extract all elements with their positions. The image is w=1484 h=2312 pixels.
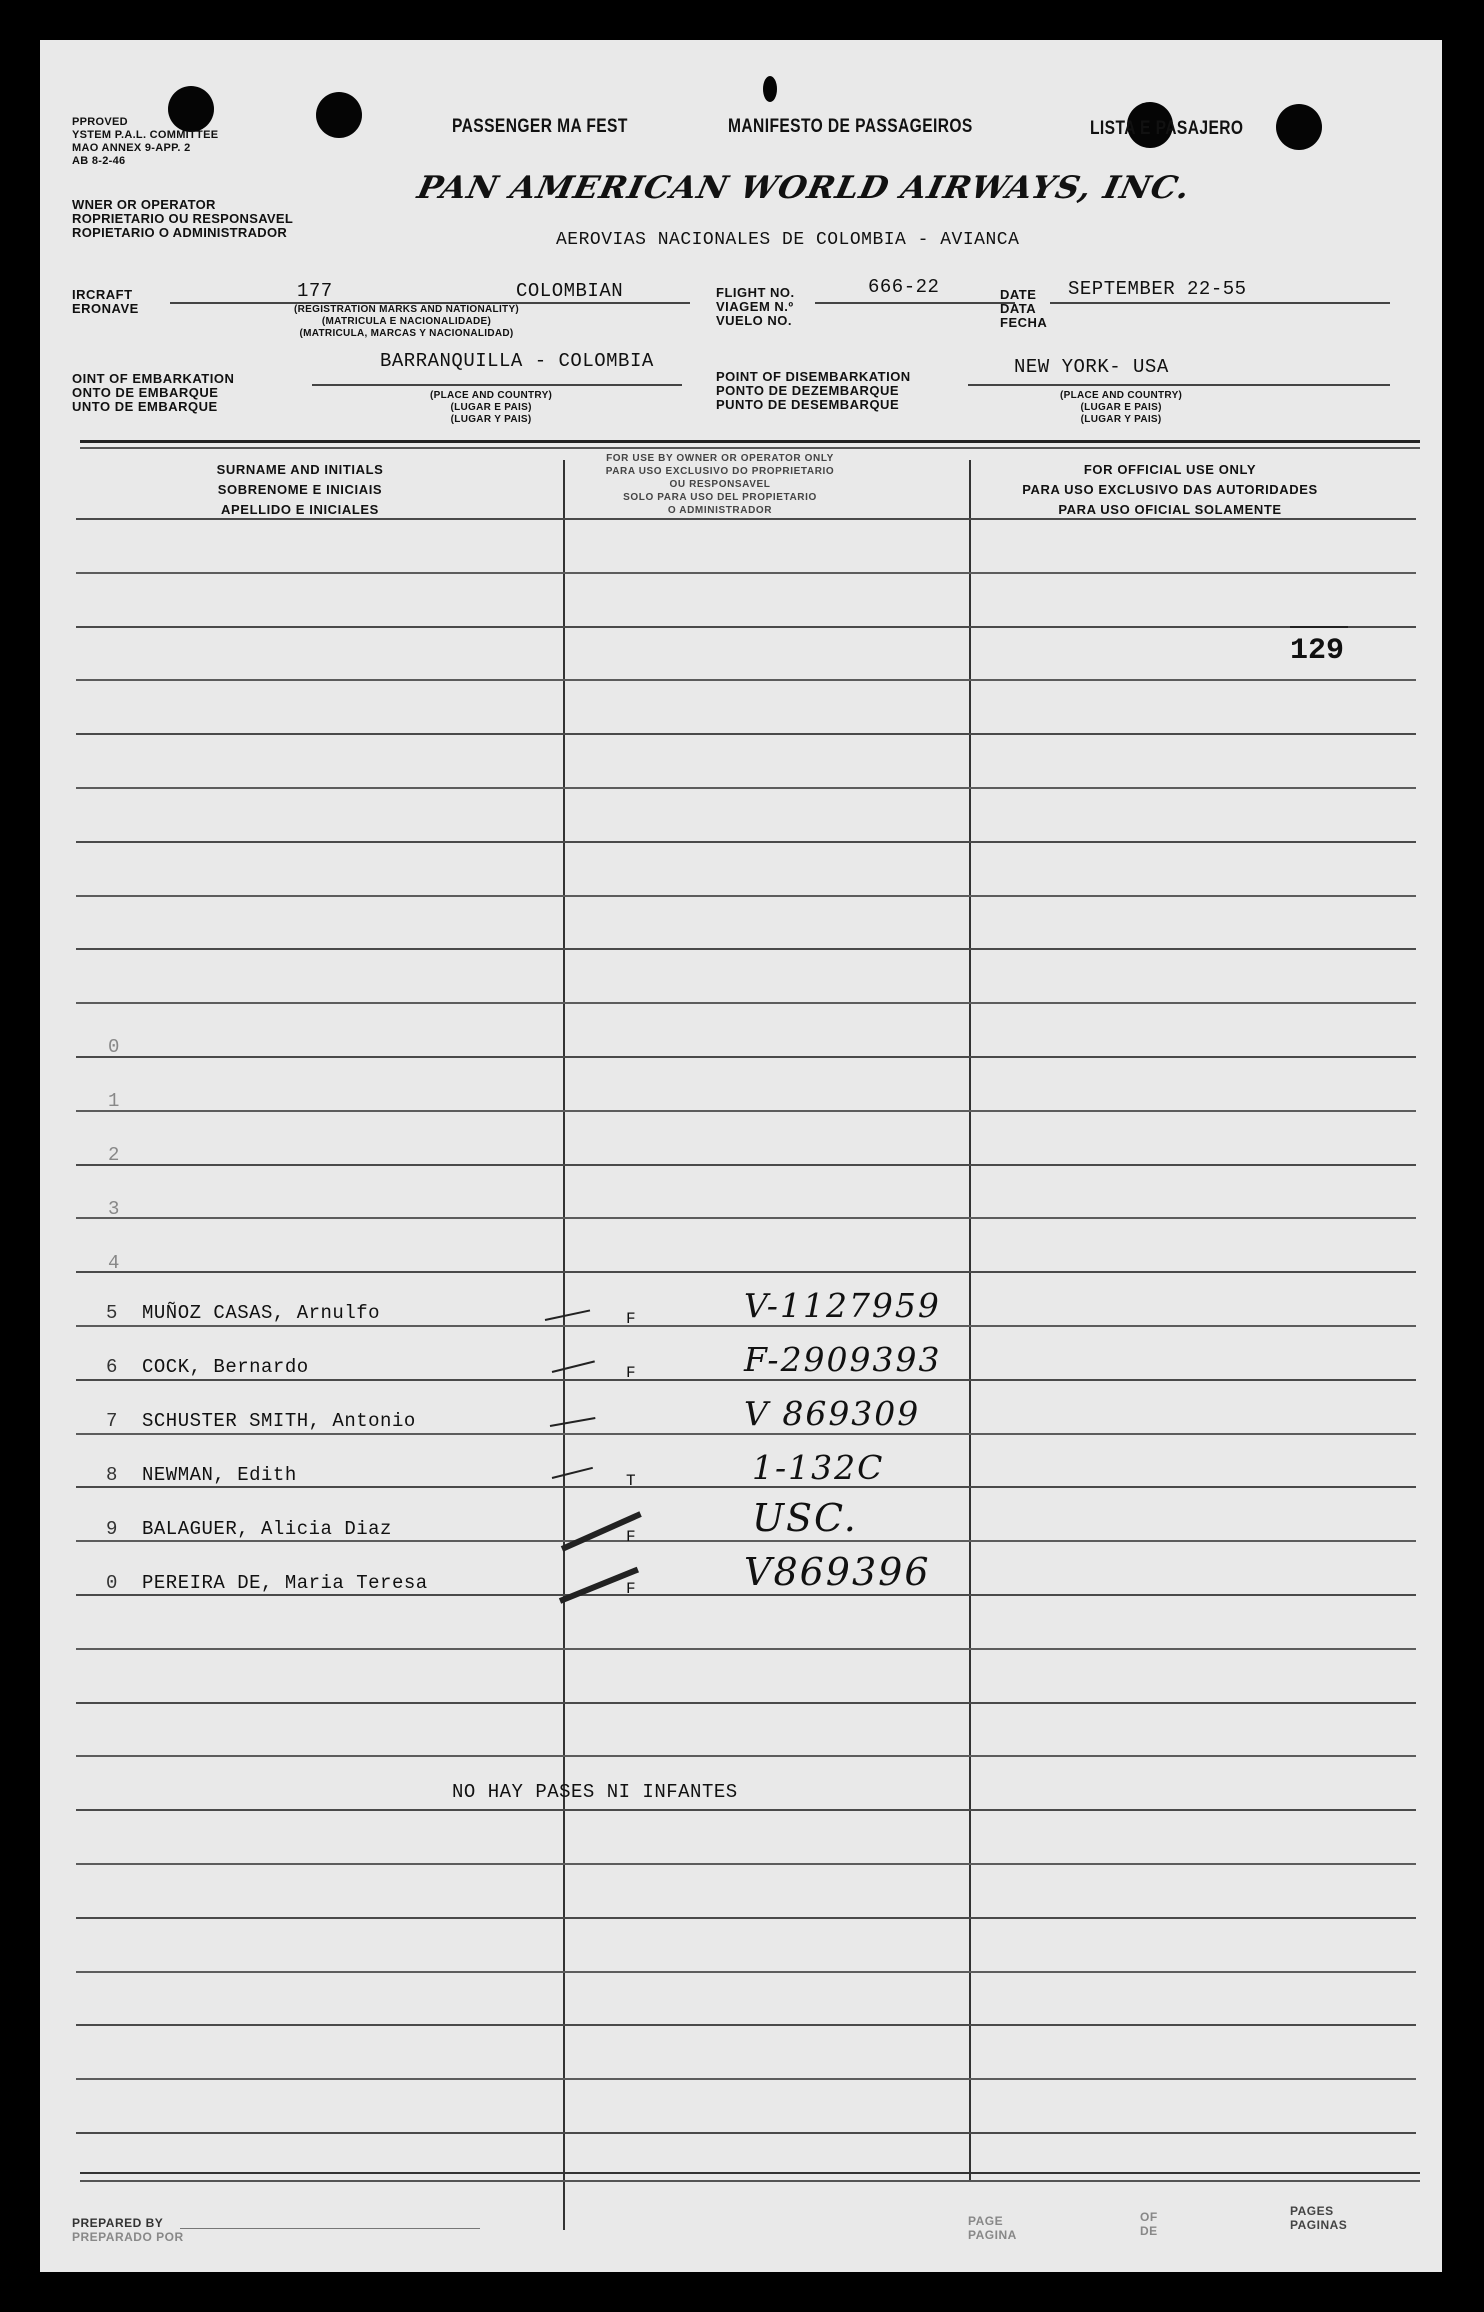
operator-name: PAN AMERICAN WORLD AIRWAYS, INC. — [414, 170, 1194, 206]
passenger-document: V 869309 — [744, 1394, 921, 1433]
row-rule — [76, 1056, 1416, 1058]
row-rule — [76, 1217, 1416, 1219]
prepared-by-label: PREPARED BY PREPARADO POR — [72, 2216, 184, 2244]
date-value: SEPTEMBER 22-55 — [1068, 278, 1247, 300]
flight-label: FLIGHT NO. VIAGEM N.º VUELO NO. — [716, 285, 795, 328]
row-rule — [76, 1164, 1416, 1166]
row-rule — [76, 2078, 1416, 2080]
row-rule — [76, 572, 1416, 574]
column-header-surname: SURNAME AND INITIALS SOBRENOME E INICIAIS APELLIDO E INICIALES — [216, 462, 384, 517]
row-number: 1 — [108, 1090, 120, 1112]
row-rule — [76, 1648, 1416, 1650]
embarkation-underline — [312, 384, 682, 386]
row-rule — [76, 1594, 1416, 1596]
header-rule — [80, 440, 1420, 443]
footer-rule — [80, 2172, 1420, 2174]
aircraft-number: 177 — [297, 280, 333, 302]
row-rule — [76, 1863, 1416, 1865]
passenger-code: T — [626, 1472, 637, 1490]
page-stamp: 129 — [1290, 626, 1348, 668]
title-portuguese: MANIFESTO DE PASSAGEIROS — [728, 116, 973, 137]
punch-hole — [763, 76, 777, 102]
passenger-name: PEREIRA DE, Maria Teresa — [142, 1572, 428, 1594]
row-number: 3 — [108, 1198, 120, 1220]
row-rule — [76, 1971, 1416, 1973]
column-header-official: FOR OFFICIAL USE ONLY PARA USO EXCLUSIVO DAS AUTORIDADES PARA USO OFICIAL SOLAMENTE — [1022, 462, 1318, 517]
row-rule — [76, 1540, 1416, 1542]
passenger-code: F — [626, 1364, 637, 1382]
row-rule — [76, 1325, 1416, 1327]
prepared-by-underline — [180, 2228, 480, 2229]
passenger-document: USC. — [752, 1496, 858, 1540]
aircraft-label: IRCRAFT ERONAVE — [72, 287, 139, 316]
check-mark — [552, 1467, 593, 1479]
disembarkation-label: POINT OF DISEMBARKATION PONTO DE DEZEMBARQUE PUNTO DE DESEMBARQUE — [716, 369, 911, 412]
passenger-code: F — [626, 1310, 637, 1328]
check-mark — [550, 1417, 596, 1427]
row-rule — [76, 518, 1416, 520]
date-label: DATE DATA FECHA — [1000, 287, 1048, 330]
row-rule — [76, 733, 1416, 735]
row-number: 0 — [106, 1572, 118, 1594]
row-number: 8 — [106, 1464, 118, 1486]
check-mark — [545, 1309, 590, 1321]
title-english: PASSENGER MA FEST — [452, 116, 628, 137]
row-number: 2 — [108, 1144, 120, 1166]
column-header-owner: FOR USE BY OWNER OR OPERATOR ONLY PARA USO EXCLUSIVO DO PROPRIETARIO OU RESPONSAVEL SOLO PARA USO DEL PROPIETARIO O ADMINISTRADOR — [605, 453, 835, 516]
passenger-code: F — [626, 1580, 637, 1598]
column-divider — [969, 460, 971, 2180]
row-rule — [76, 1002, 1416, 1004]
passenger-document: V-1127959 — [744, 1286, 941, 1325]
embarkation-place-labels: (PLACE AND COUNTRY) (LUGAR E PAIS) (LUGAR Y PAIS) — [430, 390, 553, 425]
embarkation-value: BARRANQUILLA - COLOMBIA — [380, 350, 654, 372]
passenger-name: NEWMAN, Edith — [142, 1464, 297, 1486]
disembarkation-value: NEW YORK- USA — [1014, 356, 1169, 378]
flight-underline — [815, 302, 1015, 304]
row-rule — [76, 1917, 1416, 1919]
row-rule — [76, 1702, 1416, 1704]
row-number: 5 — [106, 1302, 118, 1324]
remark-note: NO HAY PASES NI INFANTES — [452, 1781, 738, 1803]
row-number: 0 — [108, 1036, 120, 1058]
row-number: 7 — [106, 1410, 118, 1432]
row-number: 9 — [106, 1518, 118, 1540]
column-divider — [563, 460, 565, 2230]
operator-subname: AEROVIAS NACIONALES DE COLOMBIA - AVIANCA — [556, 230, 1020, 250]
row-rule — [76, 1110, 1416, 1112]
row-rule — [76, 626, 1416, 628]
row-rule — [76, 1379, 1416, 1381]
punch-hole — [316, 92, 362, 138]
row-rule — [76, 2132, 1416, 2134]
manifest-page — [40, 40, 1442, 2272]
passenger-name: SCHUSTER SMITH, Antonio — [142, 1410, 416, 1432]
passenger-name: MUÑOZ CASAS, Arnulfo — [142, 1302, 381, 1324]
row-rule — [76, 679, 1416, 681]
passenger-name: COCK, Bernardo — [142, 1356, 309, 1378]
pages-label: PAGES PAGINAS — [1290, 2204, 1348, 2232]
row-rule — [76, 948, 1416, 950]
title-spanish: LISTA E PASAJERO — [1090, 118, 1244, 139]
passenger-name: BALAGUER, Alicia Diaz — [142, 1518, 392, 1540]
disembarkation-underline — [968, 384, 1390, 386]
aircraft-nationality: COLOMBIAN — [516, 280, 624, 302]
registration-labels: (REGISTRATION MARKS AND NATIONALITY) (MATRICULA E NACIONALIDADE) (MATRICULA, MARCAS Y NACIONALIDAD) — [294, 304, 520, 339]
row-rule — [76, 1486, 1416, 1488]
approval-block: PPROVED YSTEM P.A.L. COMMITTEE MAO ANNEX 9-APP. 2 AB 8-2-46 — [72, 116, 219, 167]
row-rule — [76, 2024, 1416, 2026]
owner-labels: WNER OR OPERATOR ROPRIETARIO OU RESPONSAVEL ROPIETARIO O ADMINISTRADOR — [72, 197, 294, 240]
row-rule — [76, 1271, 1416, 1273]
passenger-document: 1-132C — [752, 1448, 885, 1487]
header-rule — [80, 447, 1420, 449]
punch-hole — [1276, 104, 1322, 150]
row-number: 4 — [108, 1252, 120, 1274]
passenger-code: F — [626, 1528, 637, 1546]
check-mark — [552, 1360, 595, 1373]
footer-rule — [80, 2180, 1420, 2182]
of-label: OF DE — [1140, 2210, 1158, 2238]
passenger-document: V869396 — [744, 1550, 931, 1594]
row-rule — [76, 895, 1416, 897]
row-rule — [76, 1433, 1416, 1435]
row-rule — [76, 787, 1416, 789]
row-number: 6 — [106, 1356, 118, 1378]
row-rule — [76, 841, 1416, 843]
page-label: PAGE PAGINA — [968, 2214, 1017, 2242]
flight-number: 666-22 — [868, 276, 940, 298]
embarkation-label: OINT OF EMBARKATION ONTO DE EMBARQUE UNTO DE EMBARQUE — [72, 371, 235, 414]
date-underline — [1050, 302, 1390, 304]
row-rule — [76, 1809, 1416, 1811]
row-rule — [76, 1755, 1416, 1757]
passenger-document: F-2909393 — [744, 1340, 942, 1379]
disembarkation-place-labels: (PLACE AND COUNTRY) (LUGAR E PAIS) (LUGAR Y PAIS) — [1060, 390, 1183, 425]
